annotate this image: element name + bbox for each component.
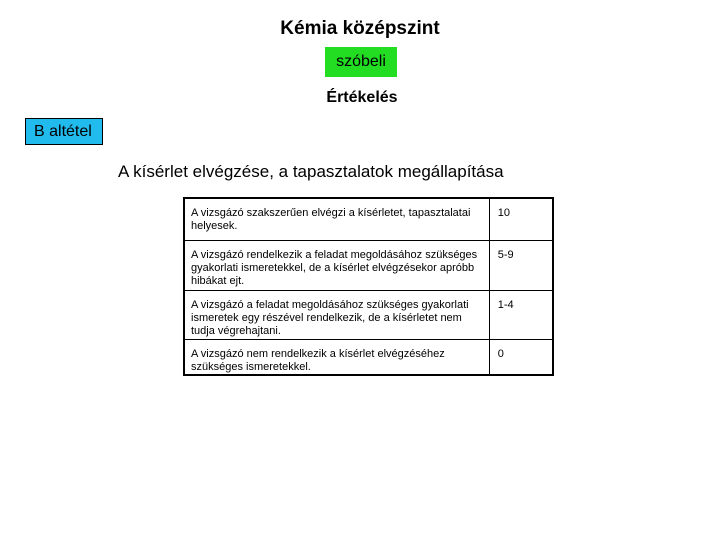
criterion-description: A vizsgázó szakszerűen elvégzi a kísérletet, tapasztalatai helyesek. [184,198,489,240]
criterion-points: 5-9 [489,240,553,290]
criterion-description: A vizsgázó nem rendelkezik a kísérlet elvégzéséhez szükséges ismeretekkel. [184,339,489,375]
oral-exam-badge: szóbeli [325,47,397,77]
page-title: Kémia középszint [280,18,440,39]
table-row [184,339,553,375]
table-row [184,198,553,240]
task-subtitle: A kísérlet elvégzése, a tapasztalatok megállapítása [118,162,504,181]
criterion-points: 1-4 [489,290,553,339]
table-row [184,240,553,290]
section-title: Értékelés [326,89,398,106]
criterion-description: A vizsgázó a feladat megoldásához szükséges gyakorlati ismeretek egy részével rendelkezik, de a kísérletet nem tudja végrehajtani. [184,290,489,339]
criterion-description: A vizsgázó rendelkezik a feladat megoldásához szükséges gyakorlati ismeretekkel, de a kísérlet elvégzésekor apróbb hibákat ejt. [184,240,489,290]
scoring-table [183,197,554,376]
criterion-points: 10 [489,198,553,240]
criterion-points: 0 [489,339,553,375]
part-label-badge: B altétel [25,118,103,145]
table-row [184,290,553,339]
